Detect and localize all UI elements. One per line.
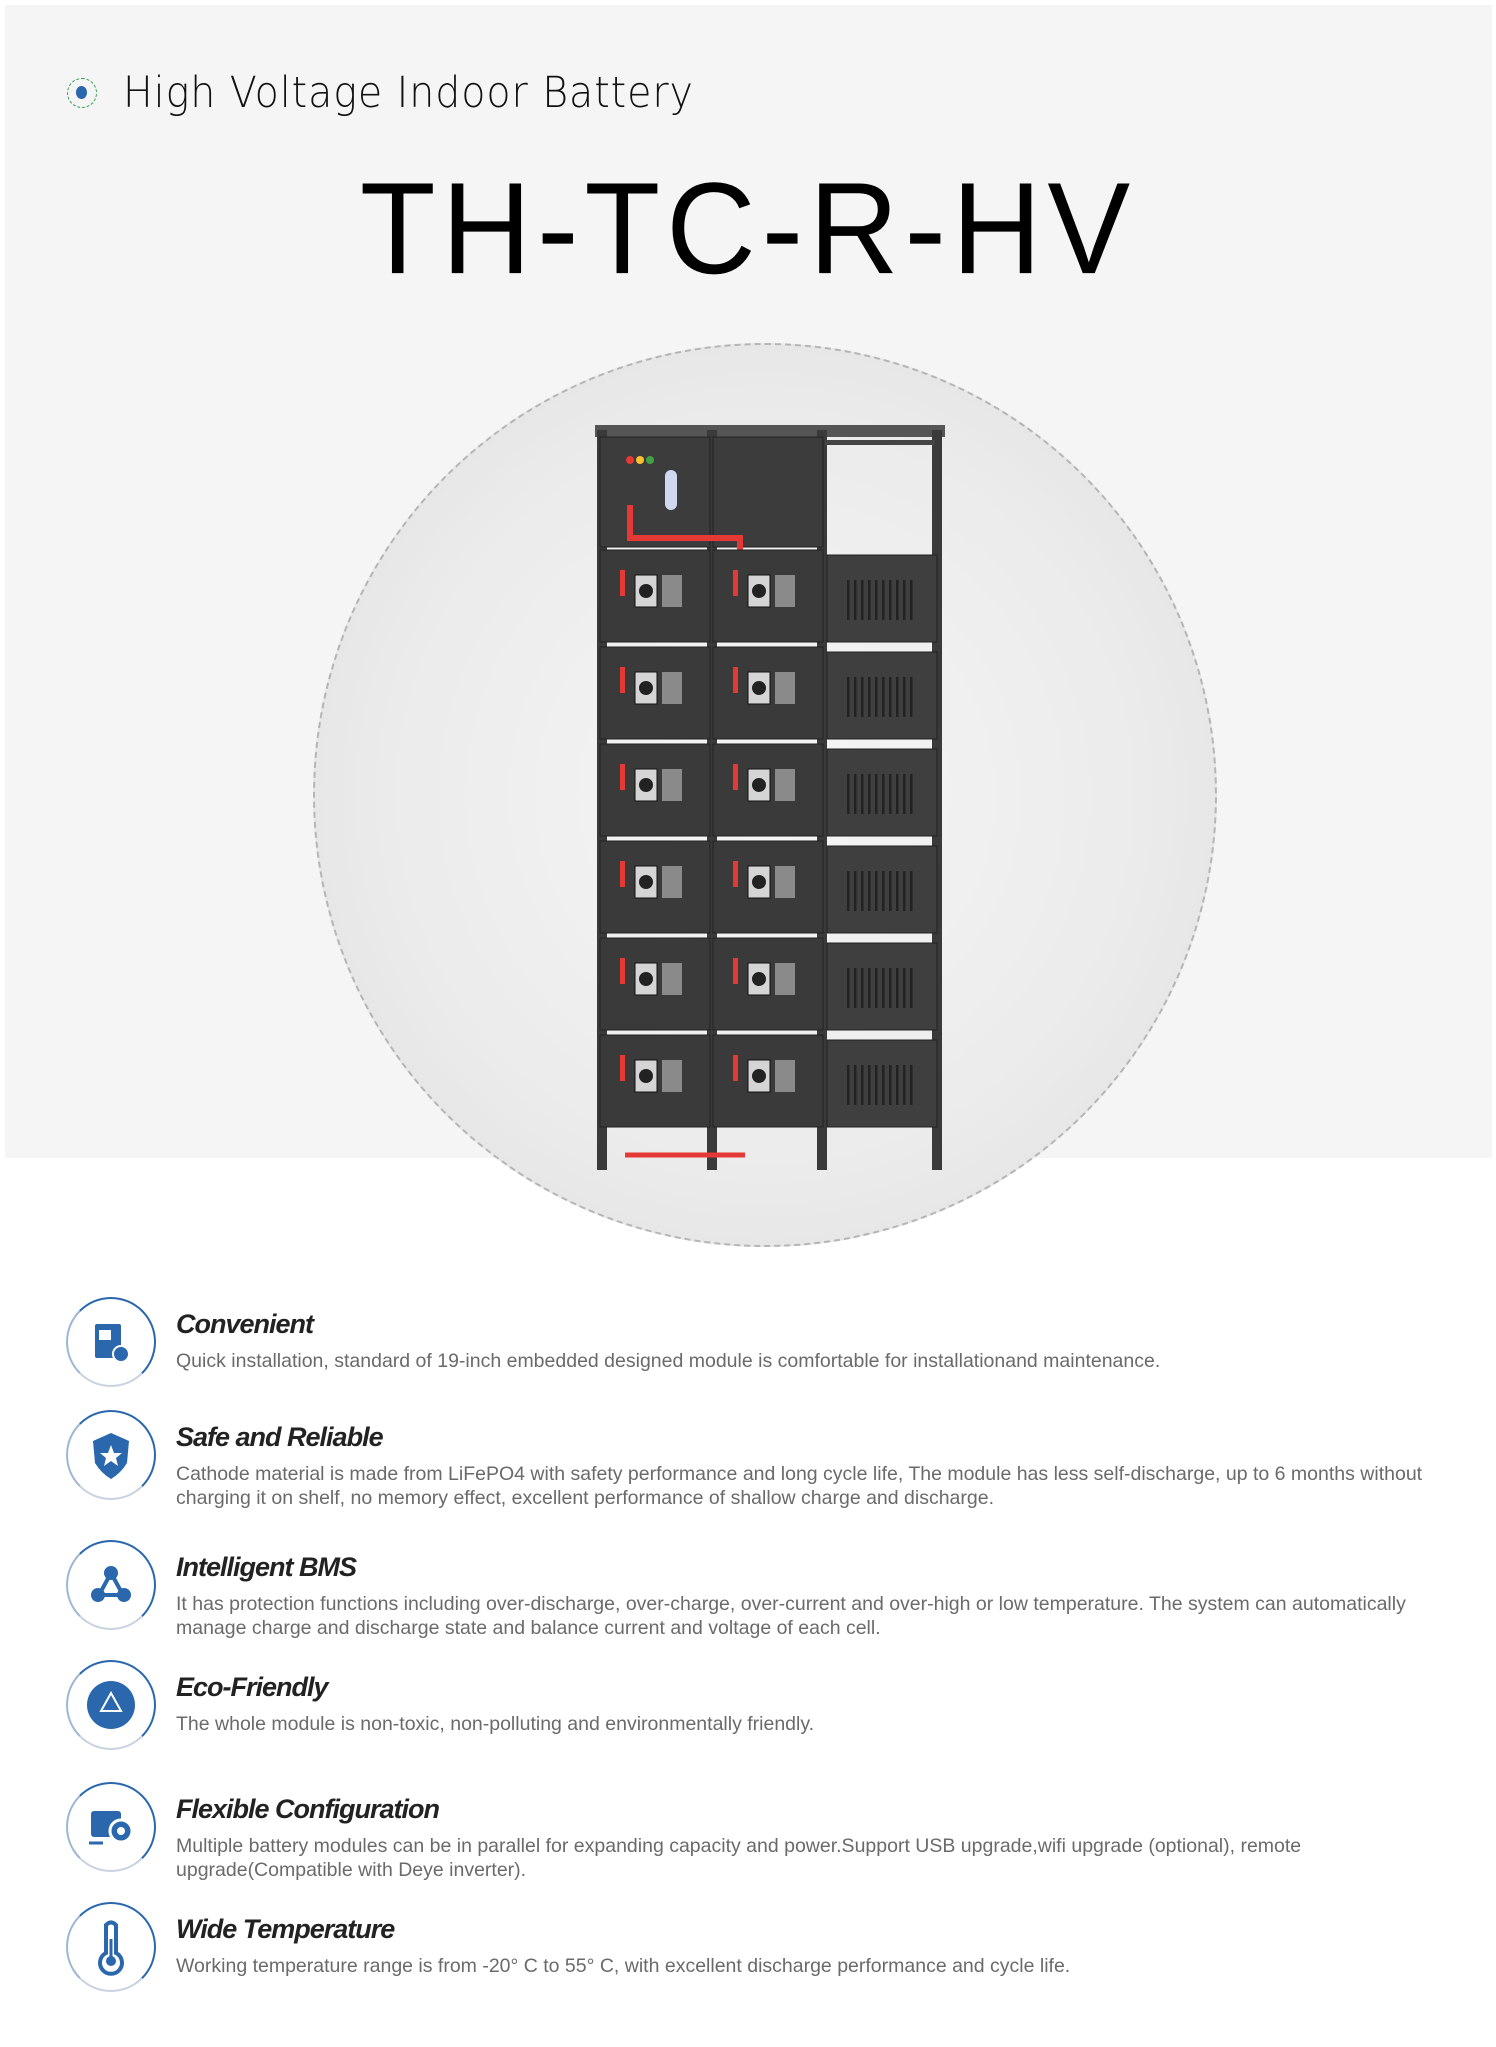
vent-slot [875,774,878,814]
vent-slot [875,968,878,1008]
module-cable [733,570,738,596]
vent-slot [910,774,913,814]
vent-slot [882,580,885,620]
network-nodes-icon [81,1555,141,1615]
control-box-blank [713,437,823,547]
feature-icon-ring [66,1410,156,1500]
vent-slot [903,580,906,620]
breaker-switch [665,470,677,510]
feature-icon-ring [66,1540,156,1630]
installation-icon [81,1312,141,1372]
module-port [775,672,795,704]
module-cable [733,667,738,693]
feature-title: Wide Temperature [176,1914,395,1944]
module-port [662,963,682,995]
vent-slot [868,580,871,620]
vent-slot [910,968,913,1008]
feature-description: Working temperature range is from -20° C to 55° C, with excellent discharge performance and cycle life. [176,1955,1071,1977]
vent-slot [903,677,906,717]
vent-slot [910,580,913,620]
thermometer-icon [81,1917,141,1977]
bullet-dot-icon [67,78,97,108]
model-title: TH-TC-R-HV [359,156,1137,302]
feature-title: Safe and Reliable [176,1422,383,1452]
vent-slot [903,968,906,1008]
vent-slot [882,677,885,717]
feature-description: Multiple battery modules can be in parallel for expanding capacity and power.Support USB upgrade,wifi upgrade (optional), remote upgrade(Compatible with Deye inverter). [176,1835,1302,1881]
module-port [662,575,682,607]
vent-slot [889,677,892,717]
feature-title: Eco-Friendly [176,1672,328,1702]
vent-slot [861,677,864,717]
indicator-led [636,456,644,464]
vent-slot [847,871,850,911]
feature-icon-ring [66,1297,156,1387]
vent-slot [854,774,857,814]
module-cable [733,764,738,790]
vent-slot [847,580,850,620]
vent-slot [889,968,892,1008]
vent-slot [910,1065,913,1105]
subtitle: High Voltage Indoor Battery [123,68,694,118]
module-port [775,866,795,898]
feature-icon-ring [66,1902,156,1992]
vent-slot [910,677,913,717]
vent-slot [875,677,878,717]
rack-top [595,425,945,437]
vent-slot [868,774,871,814]
vent-slot [847,1065,850,1105]
indicator-led [646,456,654,464]
vent-slot [875,871,878,911]
module-cable [620,1055,625,1081]
vent-slot [889,774,892,814]
vent-slot [882,871,885,911]
module-port [775,963,795,995]
vent-slot [896,968,899,1008]
vent-slot [868,968,871,1008]
module-port [775,575,795,607]
vent-slot [903,774,906,814]
vent-slot [861,871,864,911]
module-port [662,1060,682,1092]
feature-description: The whole module is non-toxic, non-polluting and environmentally friendly. [176,1713,815,1735]
vent-slot [889,1065,892,1105]
battery-rack-image [595,420,945,1175]
feature-icon-ring [66,1782,156,1872]
vent-slot [889,580,892,620]
vent-slot [847,774,850,814]
vent-slot [896,1065,899,1105]
vent-slot [910,871,913,911]
feature-title: Flexible Configuration [176,1794,440,1824]
module-cable [620,958,625,984]
vent-slot [854,968,857,1008]
vent-slot [847,677,850,717]
module-port [775,1060,795,1092]
vent-slot [868,677,871,717]
vent-slot [882,774,885,814]
module-cable [733,958,738,984]
vent-slot [889,871,892,911]
module-cable [733,1055,738,1081]
feature-title: Convenient [176,1309,314,1339]
module-port [775,769,795,801]
recycle-icon [81,1675,141,1735]
vent-slot [861,1065,864,1105]
vent-slot [903,871,906,911]
vent-slot [896,871,899,911]
feature-icon-ring [66,1660,156,1750]
config-gear-icon [81,1797,141,1857]
module-cable [733,861,738,887]
vent-slot [896,774,899,814]
vent-slot [854,677,857,717]
feature-description: Quick installation, standard of 19-inch embedded designed module is comfortable for installationand maintenance. [176,1350,1161,1372]
feature-title: Intelligent BMS [176,1552,356,1582]
vent-slot [903,1065,906,1105]
module-cable [620,667,625,693]
vent-slot [868,871,871,911]
control-box [600,437,710,547]
module-port [662,866,682,898]
shield-star-icon [81,1425,141,1485]
vent-slot [861,774,864,814]
module-cable [620,764,625,790]
vent-slot [854,580,857,620]
module-cable [620,570,625,596]
subtitle-row [67,68,743,118]
vent-slot [854,871,857,911]
vent-slot [861,968,864,1008]
vent-slot [896,580,899,620]
module-port [662,769,682,801]
module-port [662,672,682,704]
vent-slot [861,580,864,620]
feature-description: Cathode material is made from LiFePO4 with safety performance and long cycle life, The module has less self-discharge, up to 6 months without charging it on shelf, no memory effect, excellent performance of shallow charge and discharge. [176,1463,1423,1509]
vent-slot [896,677,899,717]
vent-slot [882,1065,885,1105]
vent-slot [854,1065,857,1105]
vent-slot [868,1065,871,1105]
vent-slot [875,1065,878,1105]
module-cable [620,861,625,887]
indicator-led [626,456,634,464]
vent-slot [847,968,850,1008]
vent-slot [882,968,885,1008]
vent-slot [875,580,878,620]
feature-description: It has protection functions including over-discharge, over-charge, over-current and over-high or low temperature. The system can automatically manage charge and discharge state and balance current and voltage of each cell. [176,1593,1406,1639]
